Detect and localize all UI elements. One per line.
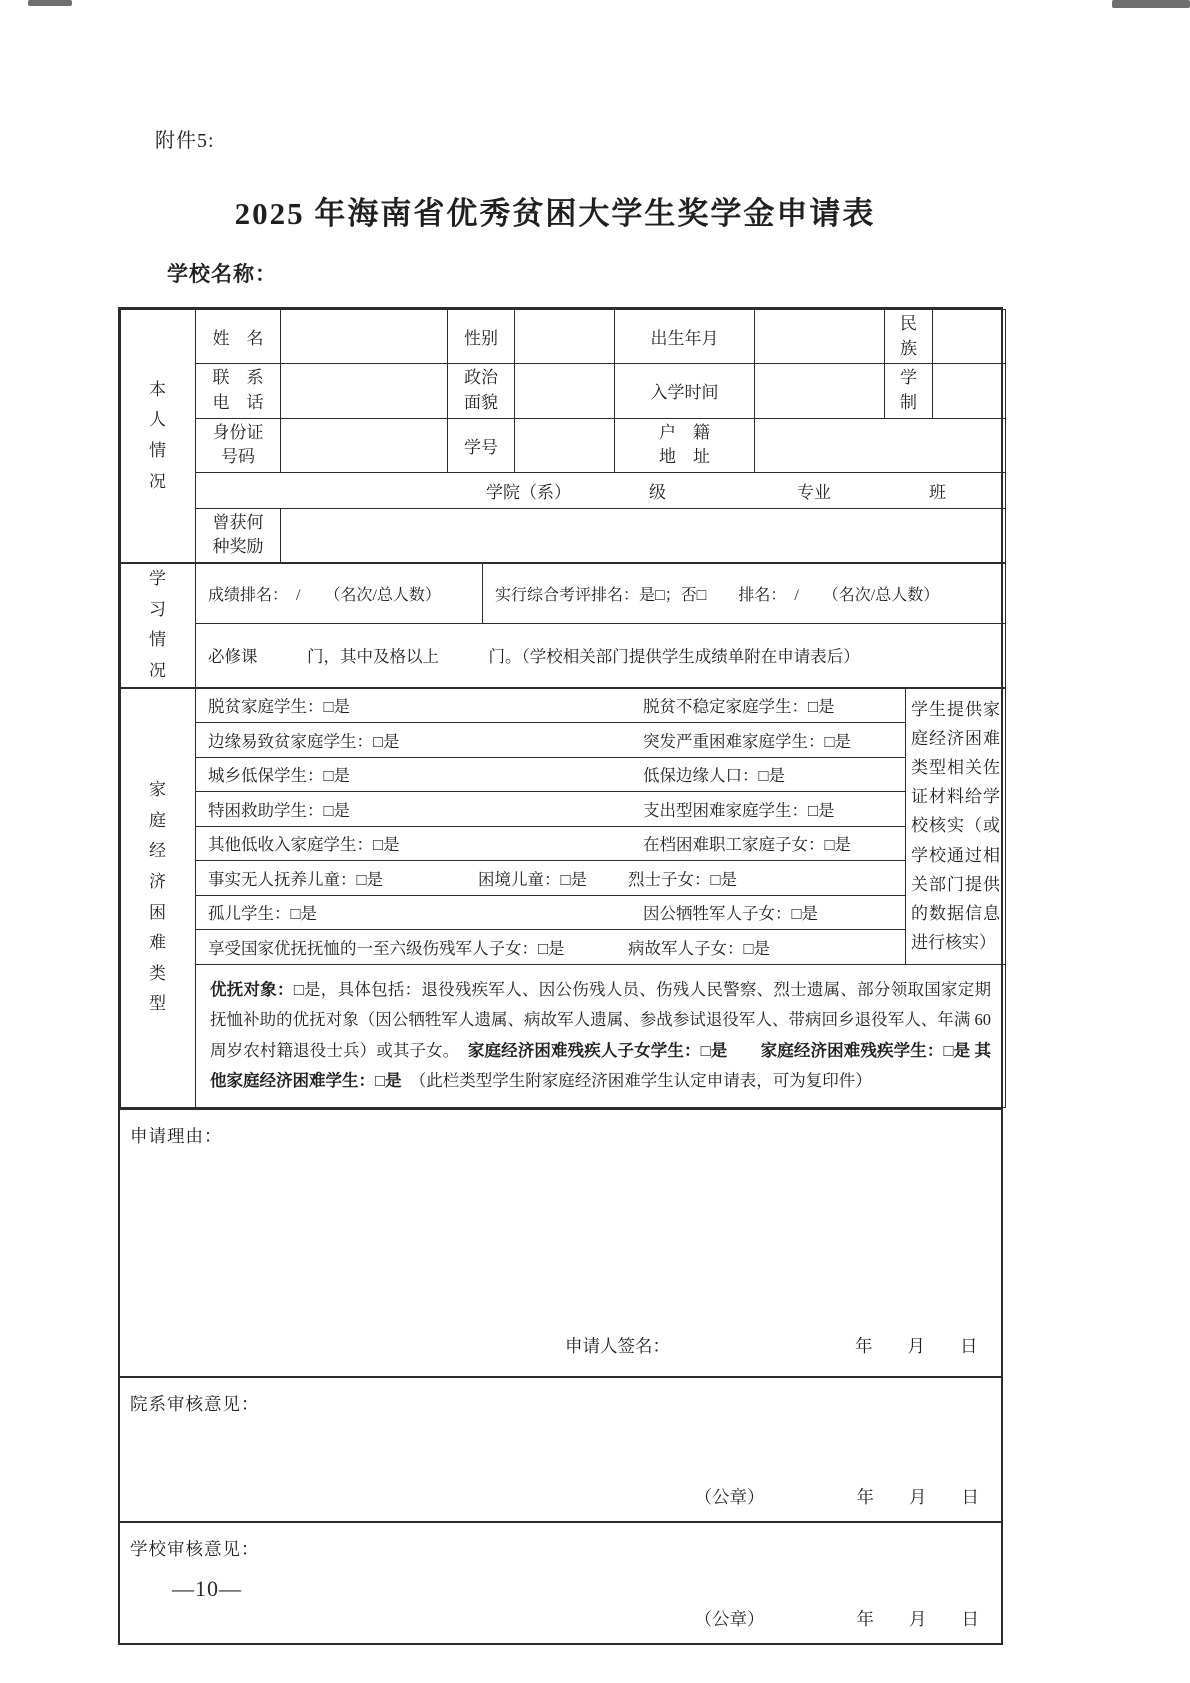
department-date-blank: 年 月 日: [856, 1486, 979, 1507]
family-type-item: 突发严重困难家庭学生：□是: [643, 731, 851, 751]
awards-value-cell: [281, 508, 1006, 562]
department-review-section: [120, 1376, 1001, 1521]
family-type-row: [196, 757, 906, 792]
family-type-row: [196, 792, 906, 827]
school-review-label: 学校审核意见：: [130, 1538, 260, 1559]
residence-label: 户 籍地 址: [615, 418, 755, 472]
schooling-label: 学制: [885, 364, 933, 418]
family-type-row: [196, 861, 906, 896]
college-row-segment: 级: [649, 482, 666, 502]
grade-rank-cell: 成绩排名： / （名次/总人数）: [196, 564, 483, 624]
preferential-bold-segment: 优抚对象：: [210, 979, 294, 999]
school-name-label: 学校名称：: [167, 262, 277, 286]
comprehensive-rank-cell: 实行综合考评排名：是□；否□ 排名： / （名次/总人数）: [483, 564, 1006, 624]
gender-value-cell: [515, 310, 615, 364]
awards-label: 曾获何种奖励: [196, 508, 281, 562]
preferential-text-segment: [727, 1041, 760, 1060]
signature-spacer: [120, 1333, 565, 1358]
attachment-label: 附件5:: [155, 130, 215, 152]
family-type-item: 事实无人抚养儿童：□是: [208, 869, 383, 889]
family-type-row: [196, 688, 906, 723]
college-row-segment: 专业: [797, 482, 831, 502]
preferential-bold-segment: 家庭经济困难残疾学生：□是: [760, 1040, 971, 1060]
preferential-paragraph: [210, 975, 991, 1097]
page-number: —10—: [172, 1576, 242, 1601]
form-title: 2025 年海南省优秀贫困大学生奖学金申请表: [234, 196, 876, 231]
id-number-label: 身份证号码: [196, 418, 281, 472]
department-review-label: 院系审核意见：: [130, 1393, 260, 1414]
family-type-item: 烈士子女：□是: [628, 869, 737, 889]
family-type-row: [196, 826, 906, 861]
department-seal-row: [695, 1484, 1002, 1509]
family-type-row: [196, 895, 906, 930]
family-type-item: 城乡低保学生：□是: [208, 766, 350, 786]
family-type-item: 脱贫不稳定家庭学生：□是: [643, 697, 835, 717]
preferential-paragraph-cell: [196, 964, 1006, 1107]
enrollment-label: 入学时间: [615, 364, 755, 418]
family-type-item: 困境儿童：□是: [478, 869, 587, 889]
student-number-label: 学号: [448, 418, 515, 472]
family-type-item: 边缘易致贫家庭学生：□是: [208, 731, 400, 751]
id-number-value-cell: [281, 418, 448, 472]
phone-value-cell: [281, 364, 448, 418]
school-date-blank: 年 月 日: [856, 1608, 979, 1629]
family-type-item: 特困救助学生：□是: [208, 800, 350, 820]
political-status-value-cell: [515, 364, 615, 418]
family-type-item: 因公牺牲军人子女：□是: [643, 904, 818, 924]
birth-date-value-cell: [755, 310, 885, 364]
political-status-label: 政治面貌: [448, 364, 515, 418]
school-review-section: [120, 1521, 1001, 1643]
family-type-item: 孤儿学生：□是: [208, 904, 317, 924]
birth-date-label: 出生年月: [615, 310, 755, 364]
family-type-row: [196, 723, 906, 758]
scan-artifact-right: [1112, 0, 1190, 8]
school-seal-row: [695, 1606, 1002, 1631]
application-reason-label: 申请理由：: [130, 1125, 223, 1146]
gender-label: 性别: [448, 310, 515, 364]
family-type-item: 脱贫家庭学生：□是: [208, 697, 350, 717]
required-courses-cell: 必修课 门，其中及格以上 门。（学校相关部门提供学生成绩单附在申请表后）: [196, 624, 1006, 687]
personal-section-label: 本人情况: [121, 310, 196, 563]
family-type-row: [196, 930, 906, 965]
family-type-item: 病故军人子女：□是: [628, 938, 770, 958]
ethnicity-value-cell: [933, 310, 1006, 364]
residence-value-cell: [755, 418, 1006, 472]
family-type-item: 支出型困难家庭学生：□是: [643, 800, 835, 820]
applicant-signature-label: 申请人签名：: [565, 1335, 670, 1356]
name-value-cell: [281, 310, 448, 364]
college-row-segment: 学院（系）: [486, 482, 571, 502]
college-row-segment: 班: [929, 482, 946, 502]
family-type-item: 其他低收入家庭学生：□是: [208, 835, 400, 855]
study-section-label: 学习情况: [121, 564, 196, 687]
school-seal-label: （公章）: [694, 1608, 765, 1629]
enrollment-value-cell: [755, 364, 885, 418]
verification-note-text: 学生提供家庭经济困难类型相关佐证材料给学校核实（或学校通过相关部门提供的数据信息进行核实）: [911, 699, 1000, 953]
preferential-text-segment: [451, 1041, 468, 1060]
college-grade-major-class-row: [196, 472, 1006, 508]
phone-label: 联 系电 话: [196, 364, 281, 418]
preferential-text-segment: （此栏类型学生附家庭经济困难学生认定申请表，可为复印件）: [417, 1071, 872, 1091]
family-type-item: 低保边缘人口：□是: [643, 766, 785, 786]
application-reason-section: [120, 1108, 1001, 1376]
department-seal-label: （公章）: [694, 1486, 765, 1507]
ethnicity-label: 民族: [885, 310, 933, 364]
scan-artifact-left: [28, 0, 72, 6]
family-section-label: 家庭经济困难类型: [121, 688, 196, 1107]
application-form-table: [118, 307, 1003, 1645]
family-type-item: 在档困难职工家庭子女：□是: [643, 835, 851, 855]
schooling-value-cell: [933, 364, 1006, 418]
preferential-text-segment: □是，具体包括：退役残疾军人、因公伤残人员、伤残人民警察、烈士遗属、部分领取国家定期抚恤补助的优抚对象（因公牺牲军人遗属、病故军人遗属、参战参试退役军人、带病回乡退役军人、年满 60 周岁农村籍退役士兵）或其子女。: [210, 979, 992, 1060]
family-type-item: 享受国家优抚抚恤的一至六级伤残军人子女：□是: [208, 938, 565, 958]
family-difficulty-section: [120, 688, 1006, 1108]
preferential-bold-segment: 其他家庭经济困难学生：□是: [210, 1040, 992, 1091]
signature-row: [120, 1333, 1001, 1358]
study-info-section: [120, 563, 1006, 687]
signature-date-blank: 年 月 日: [855, 1335, 978, 1356]
preferential-text-segment: [401, 1071, 418, 1090]
student-number-value-cell: [515, 418, 615, 472]
preferential-bold-segment: 家庭经济困难残疾人子女学生：□是: [467, 1040, 728, 1060]
personal-info-section: [120, 309, 1006, 563]
name-label: 姓 名: [196, 310, 281, 364]
verification-note-cell: [906, 688, 1006, 964]
